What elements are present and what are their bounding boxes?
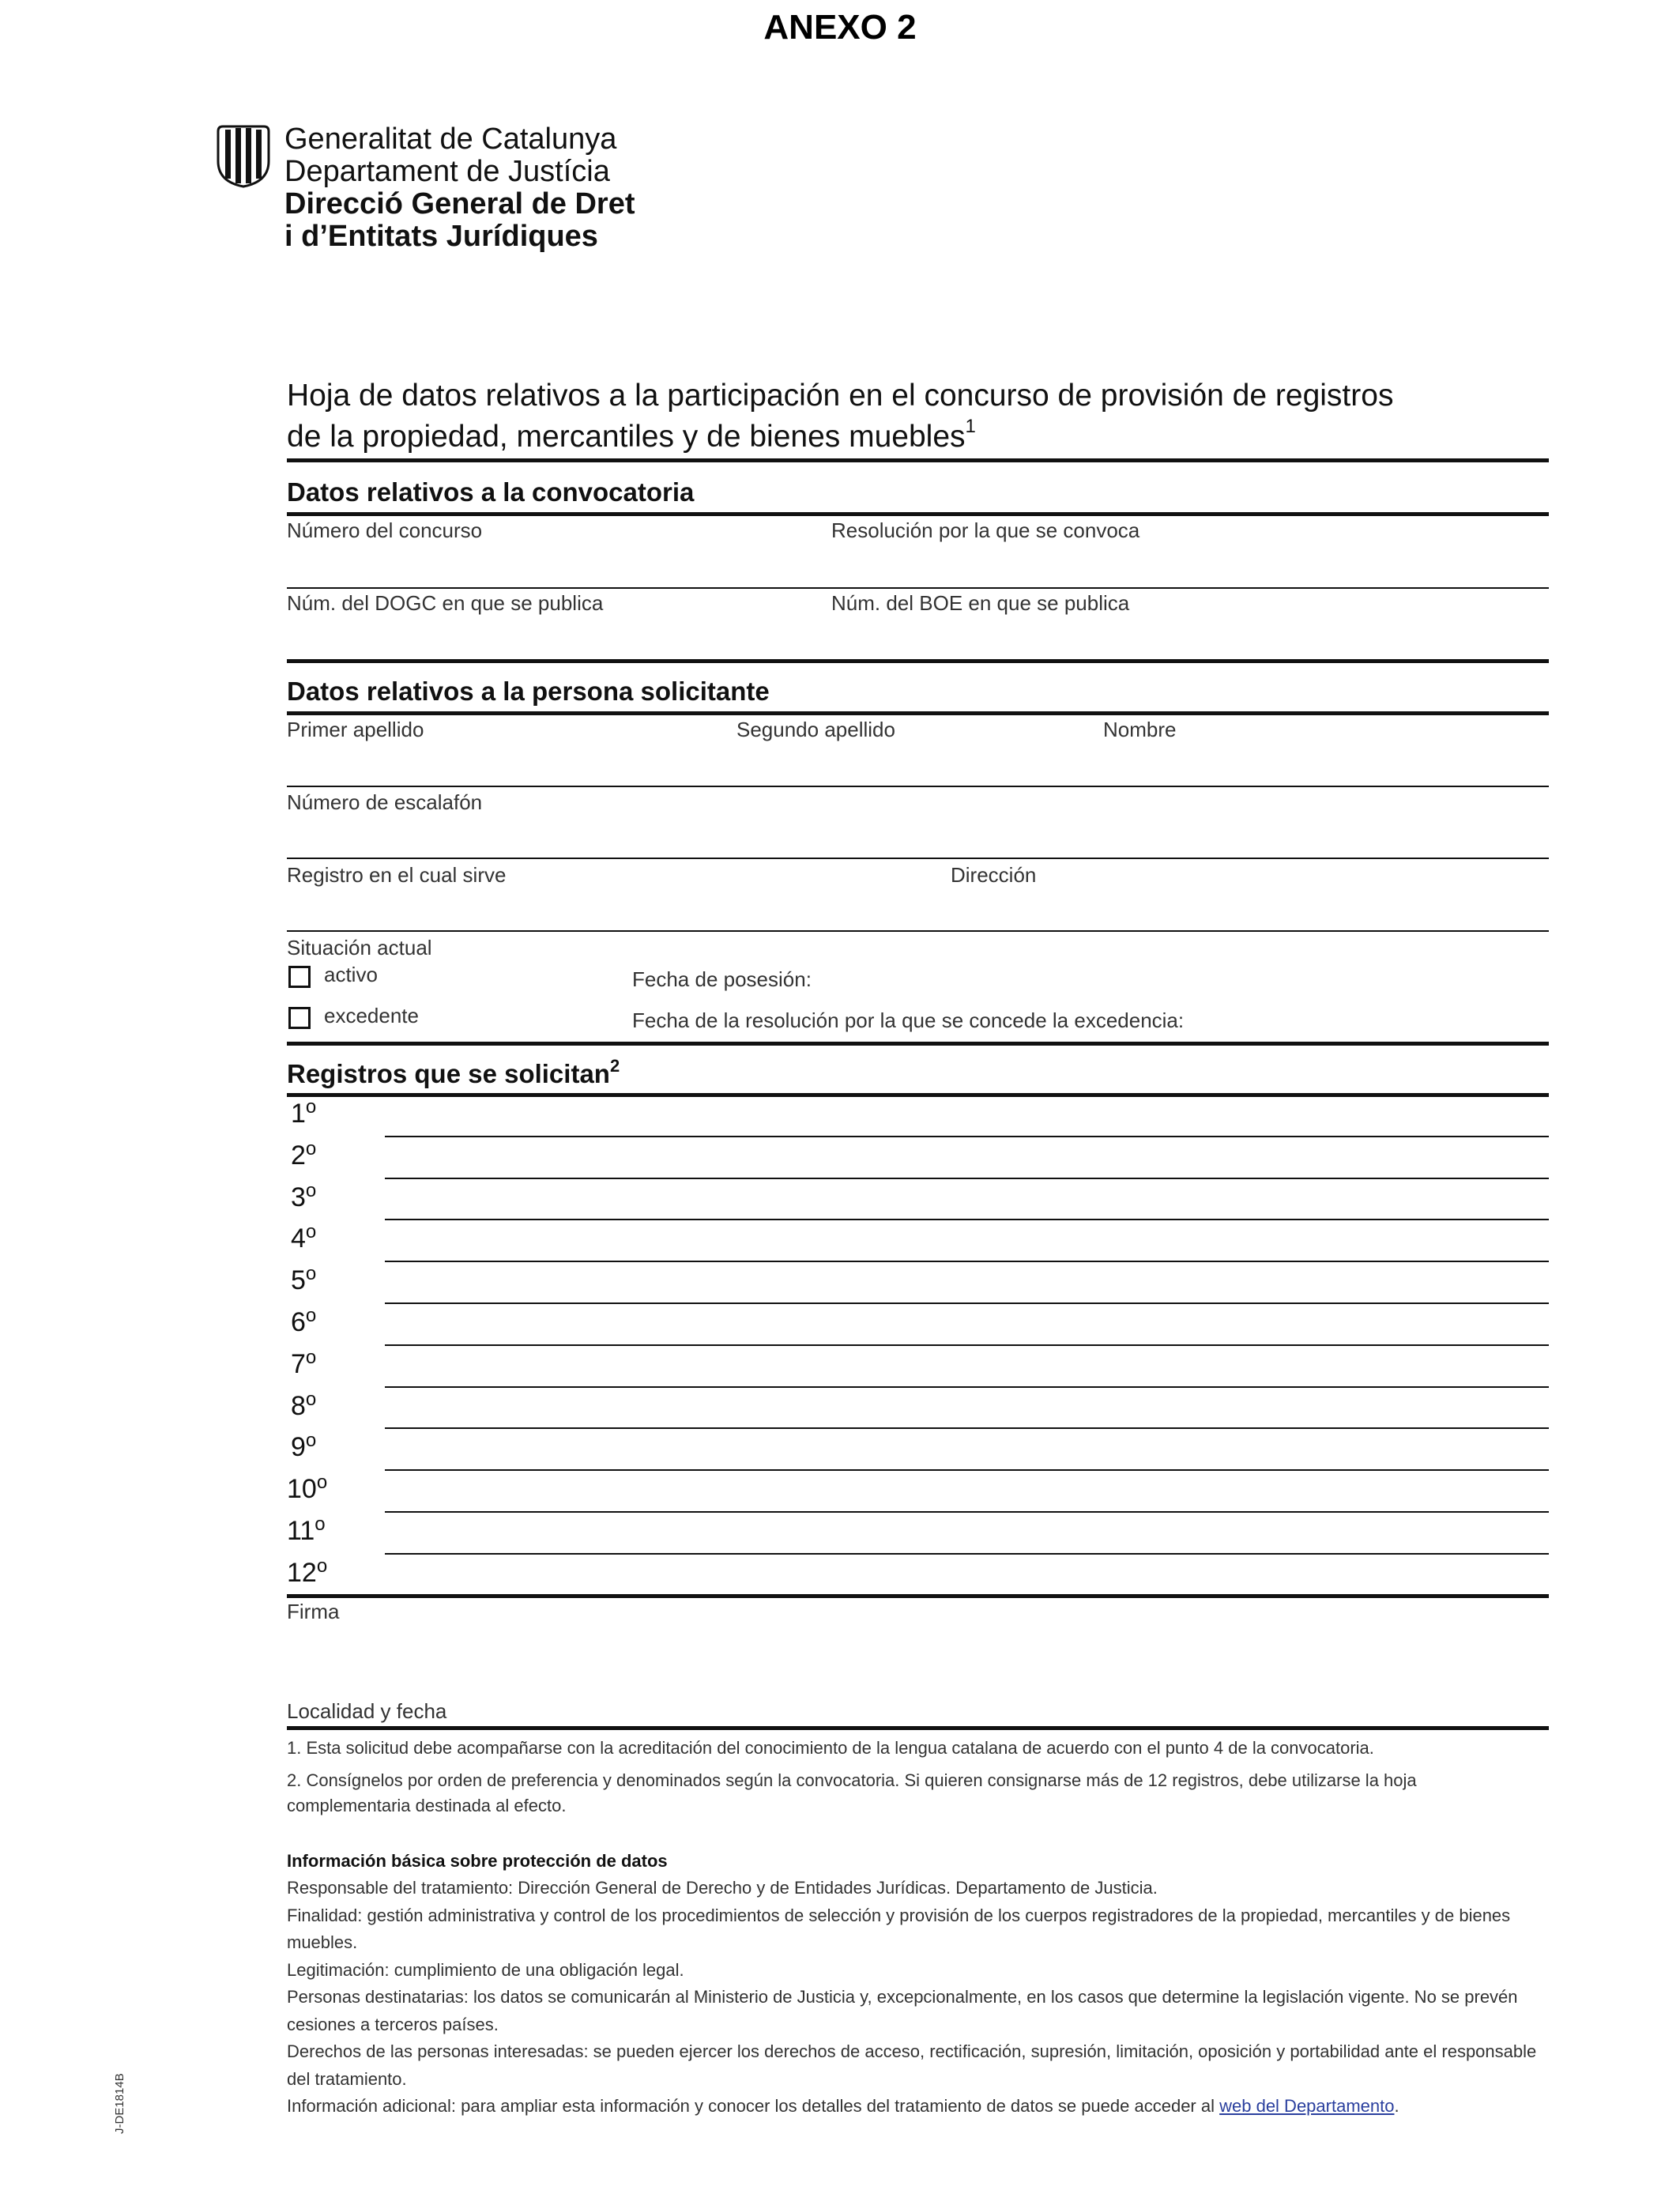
document-title <box>287 375 1567 458</box>
footnote-ref-2: 2 <box>609 1056 620 1076</box>
divider <box>287 711 1549 715</box>
registro-row-line <box>385 1136 1549 1137</box>
registro-field[interactable] <box>385 1348 1549 1385</box>
field-label-nombre: Nombre <box>1103 718 1177 741</box>
registro-row-number: 5$^o$ <box>291 1263 317 1295</box>
registro-row-number: 11$^o$ <box>287 1514 326 1546</box>
data-protection-title: Información básica sobre protección de datos <box>287 1851 668 1871</box>
field-label-direccion: Dirección <box>951 863 1037 887</box>
registro-row-number: 1$^o$ <box>291 1096 317 1129</box>
footnote-1: 1. Esta solicitud debe acompañarse con la acreditación del conocimiento de la lengua catalana de acuerdo con el punto 4 de la convocatoria. <box>287 1738 1374 1758</box>
annex-title: ANEXO 2 <box>763 8 917 47</box>
organization-block <box>284 123 635 253</box>
org-line-2: Departament de Justícia <box>284 155 610 188</box>
registro-row-number: 4$^o$ <box>291 1221 317 1253</box>
registro-field[interactable] <box>385 1389 1549 1427</box>
field-label-segundo-apellido: Segundo apellido <box>736 718 895 741</box>
num-dogc-field[interactable] <box>287 593 829 656</box>
divider <box>287 659 1549 663</box>
activo-label: activo <box>324 963 378 986</box>
fecha-excedencia-field[interactable] <box>1233 999 1549 1031</box>
generalitat-logo-icon <box>215 125 272 188</box>
field-underline <box>287 858 1549 859</box>
numero-escalafon-field[interactable] <box>287 794 1549 857</box>
dp-finalidad: Finalidad: gestión administrativa y control de los procedimientos de selección y provisión de los cuerpos registradores de la propiedad, mercantiles y de bienes muebles. <box>287 1905 1511 1952</box>
registro-sirve-field[interactable] <box>287 866 947 929</box>
primer-apellido-field[interactable] <box>287 721 734 784</box>
direccion-field[interactable] <box>951 866 1549 929</box>
dp-responsable: Responsable del tratamiento: Dirección General de Derecho y de Entidades Jurídicas. Departamento de Justicia. <box>287 1878 1158 1898</box>
divider <box>287 1726 1549 1730</box>
registro-field[interactable] <box>385 1264 1549 1301</box>
registro-row-number: 7$^o$ <box>291 1347 317 1379</box>
registro-row-line <box>385 1427 1549 1429</box>
registro-field[interactable] <box>385 1097 1549 1134</box>
registro-field[interactable] <box>385 1139 1549 1176</box>
registro-field[interactable] <box>385 1556 1549 1593</box>
document-title-line-2: de la propiedad, mercantiles y de bienes muebles <box>287 420 966 454</box>
registro-row-number: 12$^o$ <box>287 1555 328 1588</box>
field-label-numero-escalafon: Número de escalafón <box>287 790 483 814</box>
excedente-label: excedente <box>324 1004 419 1027</box>
dp-destinatarias: Personas destinatarias: los datos se comunicarán al Ministerio de Justicia y, excepcionalmente, en los casos que determine la legislación vigente. No se prevén cesiones a terceros países. <box>287 1987 1518 2034</box>
field-label-fecha-posesion: Fecha de posesión: <box>632 967 812 991</box>
form-code: J-DE1814B <box>113 2073 126 2134</box>
field-underline <box>287 587 1549 589</box>
registro-field[interactable] <box>385 1431 1549 1468</box>
registro-row-line <box>385 1344 1549 1346</box>
field-label-localidad-fecha: Localidad y fecha <box>287 1699 447 1723</box>
field-underline <box>287 786 1549 787</box>
nombre-field[interactable] <box>1103 721 1549 784</box>
field-label-registro-sirve: Registro en el cual sirve <box>287 863 507 887</box>
registro-row-line <box>385 1469 1549 1471</box>
section-title-registros <box>287 1056 620 1089</box>
footnote-2: 2. Consígnelos por orden de preferencia y denominados según la convocatoria. Si quieren consignarse más de 12 registros, debe utilizarse la hoja complementaria destinada al efecto. <box>287 1770 1417 1815</box>
field-label-fecha-excedencia: Fecha de la resolución por la que se concede la excedencia: <box>632 1008 1185 1032</box>
data-protection-body <box>287 1875 1551 2120</box>
org-line-3: Direcció General de Dret <box>284 187 635 221</box>
field-label-firma: Firma <box>287 1600 340 1623</box>
registro-field[interactable] <box>385 1222 1549 1259</box>
field-label-numero-concurso: Número del concurso <box>287 518 483 542</box>
registro-row-number: 2$^o$ <box>291 1138 317 1171</box>
footnote-ref-1: 1 <box>965 416 976 437</box>
registros-title-text: Registros que se solicitan <box>287 1059 610 1088</box>
org-line-1: Generalitat de Catalunya <box>284 123 617 156</box>
registro-row-number: 8$^o$ <box>291 1389 317 1421</box>
field-label-num-dogc: Núm. del DOGC en que se publica <box>287 591 604 615</box>
registro-field[interactable] <box>385 1306 1549 1343</box>
field-label-situacion-actual: Situación actual <box>287 936 432 959</box>
fecha-posesion-field[interactable] <box>814 958 1549 990</box>
document-title-line-1: Hoja de datos relativos a la participación en el concurso de provisión de registros <box>287 379 1394 413</box>
activo-checkbox[interactable] <box>288 966 311 988</box>
firma-field[interactable] <box>287 1603 1549 1706</box>
registro-row-number: 6$^o$ <box>291 1305 317 1337</box>
divider <box>287 458 1549 462</box>
divider <box>287 1042 1549 1046</box>
registro-field[interactable] <box>385 1181 1549 1218</box>
registro-field[interactable] <box>385 1514 1549 1551</box>
field-label-primer-apellido: Primer apellido <box>287 718 424 741</box>
registro-row-line <box>385 1302 1549 1304</box>
web-departamento-link[interactable]: web del Departamento <box>1219 2096 1395 2116</box>
localidad-fecha-field[interactable] <box>474 1691 1549 1723</box>
registro-row-number: 9$^o$ <box>291 1430 317 1462</box>
registro-row-line <box>385 1511 1549 1513</box>
resolucion-field[interactable] <box>831 522 1549 585</box>
registro-row-line <box>385 1553 1549 1555</box>
segundo-apellido-field[interactable] <box>736 721 1100 784</box>
field-label-resolucion: Resolución por la que se convoca <box>831 518 1140 542</box>
dp-legitimacion: Legitimación: cumplimiento de una obligación legal. <box>287 1959 684 1980</box>
registro-row-line <box>385 1261 1549 1262</box>
dp-derechos: Derechos de las personas interesadas: se pueden ejercer los derechos de acceso, rectificación, supresión, limitación, oposición y portabilidad ante el responsable del tratamiento. <box>287 2041 1537 2089</box>
section-title-solicitante: Datos relativos a la persona solicitante <box>287 677 770 706</box>
registro-row-line <box>385 1178 1549 1179</box>
org-line-4: i d’Entitats Jurídiques <box>284 220 598 253</box>
numero-concurso-field[interactable] <box>287 522 829 585</box>
num-boe-field[interactable] <box>831 593 1549 656</box>
field-underline <box>287 930 1549 932</box>
registro-row-line <box>385 1219 1549 1220</box>
dp-adicional: Información adicional: para ampliar esta información y conocer los detalles del tratamiento de datos se puede acceder al web del Departamento. <box>287 2096 1399 2116</box>
registro-row-line <box>385 1386 1549 1388</box>
registro-row-number: 3$^o$ <box>291 1180 317 1212</box>
excedente-checkbox[interactable] <box>288 1007 311 1029</box>
field-label-num-boe: Núm. del BOE en que se publica <box>831 591 1130 615</box>
section-title-convocatoria: Datos relativos a la convocatoria <box>287 477 695 507</box>
registro-field[interactable] <box>385 1472 1549 1510</box>
registro-row-number: 10$^o$ <box>287 1472 328 1504</box>
divider <box>287 1594 1549 1598</box>
divider <box>287 512 1549 516</box>
